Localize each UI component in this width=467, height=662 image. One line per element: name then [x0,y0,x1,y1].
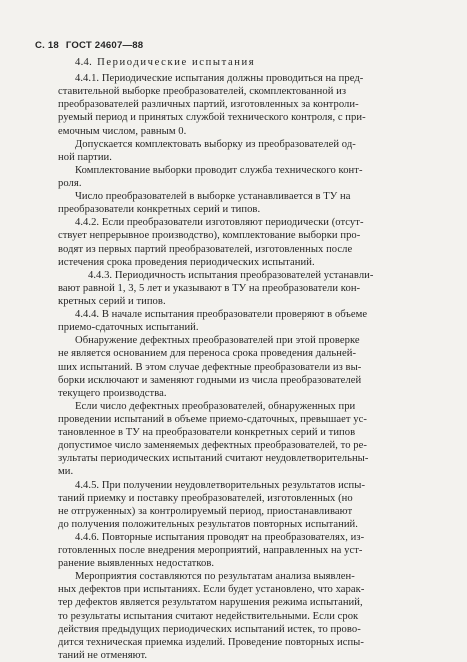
standard-code: ГОСТ 24607—88 [65,40,144,51]
text-line: руемый период и принятых службой технического контроля, с при- [58,112,366,124]
text-line: зультаты периодических испытаний считают неудовлетворительны- [58,453,369,465]
text-line: емочным числом, равным 0. [58,125,187,137]
text-line: готовленных после внедрения мероприятий, направленных на уст- [58,545,363,557]
text-line: водят из первых партий преобразователей, изготовленных после [58,243,353,255]
document-body [58,56,432,662]
text-line: роля. [58,177,82,189]
text-line: кретных серий и типов. [58,295,166,307]
text-line: то результаты испытания считают недействительными. Если срок [58,610,359,622]
text-line: преобразователи конкретных серий и типов. [58,204,261,216]
text-line: ных дефектов при испытаниях. Если будет установлено, что харак- [58,584,365,596]
text-line: 4.4.6. Повторные испытания проводят на преобразователях, из- [75,531,365,543]
text-line: проведении испытаний в объеме приемо-сдаточных, превышает ус- [58,413,367,425]
text-line: приемо-сдаточных испытаний. [58,322,199,334]
text-line: Мероприятия составляются по результатам анализа выявлен- [75,571,355,583]
text-line: преобразователей различных партий, изготовленных за контроли- [58,99,359,111]
text-line: 4.4.4. В начале испытания преобразователи проверяют в объеме [75,309,368,321]
text-line: Комплектование выборки проводит служба технического конт- [75,164,363,176]
text-line: 4.4.5. При получении неудовлетворительных результатов испы- [75,479,366,491]
text-line: вают равной 1, 3, 5 лет и указывают в ТУ на преобразователи кон- [58,282,361,294]
text-line: до получения положительных результатов повторных испытаний. [58,518,358,530]
text-line: дится техническая приемка изделий. Проведение повторных испы- [58,636,364,648]
text-line: 4.4.3. Периодичность испытания преобразователей устанавли- [88,269,374,281]
text-line: не является основанием для переноса срока проведения дальней- [58,348,357,360]
text-line: ной партии. [58,151,112,163]
text-line: допустимое число заменяемых дефектных преобразователей, то ре- [58,440,367,452]
text-line: ми. [58,466,74,478]
text-line: не отгруженных) за контролируемый период, приостанавливают [58,505,353,517]
text-line: ших испытаний. В этом случае дефектные преобразователи из вы- [58,361,362,373]
page-header [35,40,147,51]
text-line: истечения срока проведения периодических испытаний. [58,256,315,268]
text-line: тер дефектов является результатом нарушения режима испытаний, [58,597,363,609]
text-line: ставительной выборке преобразователей, скомплектованной из [58,86,347,98]
text-line: таний не отменяют. [58,649,148,661]
section-title-text: Периодические испытания [97,57,256,68]
section-title [58,56,432,69]
page-number: С. 18 [35,40,59,51]
text-line: Допускается комплектовать выборку из преобразователей од- [75,138,356,150]
text-line: таний приемку и поставку преобразователей, изготовленных (но [58,492,353,504]
text-line: 4.4.2. Если преобразователи изготовляют периодически (отсут- [75,217,364,229]
text-line: ранение выявленных недостатков. [58,558,215,570]
text-line: действия предыдущих периодических испытаний истек, то прово- [58,623,361,635]
text-line: тановленное в ТУ на преобразователи конкретных серий и типов [58,427,356,439]
text-line: Число преобразователей в выборке устанавливается в ТУ на [75,191,351,203]
text-line: 4.4.1. Периодические испытания должны проводиться на пред- [75,73,364,85]
text-line: борки исключают и заменяют годными из числа преобразователей [58,374,362,386]
text-line: текущего производства. [58,387,167,399]
section-number: 4.4. [75,57,93,68]
text-line: Обнаружение дефектных преобразователей при этой проверке [75,335,360,347]
text-line: ствует непрерывное производство), комплектование выборки про- [58,230,361,242]
text-line: Если число дефектных преобразователей, обнаруженных при [75,400,356,412]
